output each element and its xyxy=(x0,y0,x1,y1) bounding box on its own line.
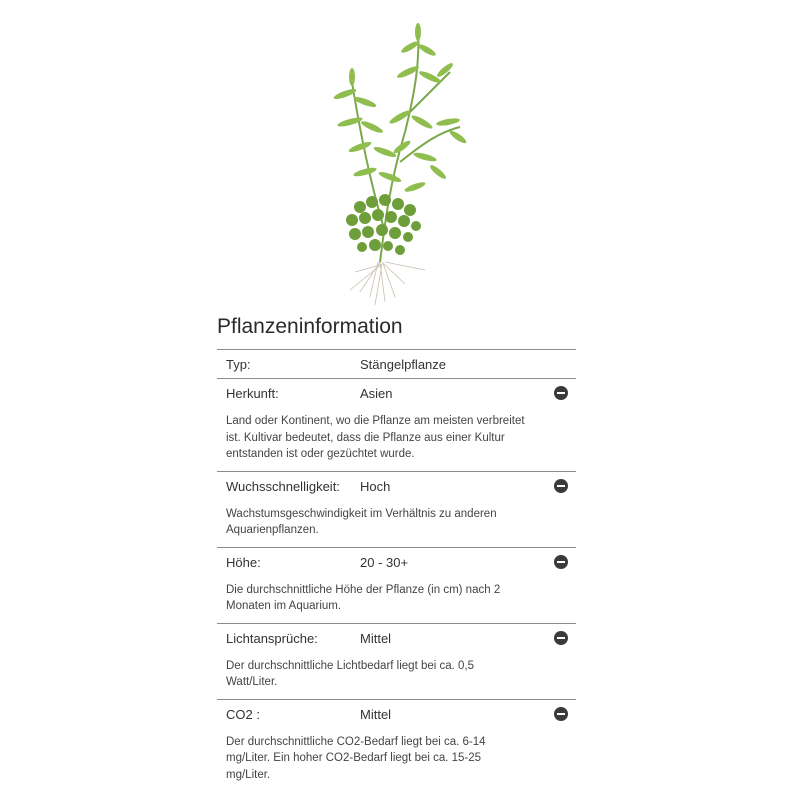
plant-info-panel xyxy=(217,314,576,791)
row-header[interactable] xyxy=(217,700,576,728)
row-header[interactable] xyxy=(217,548,576,576)
row-label: Höhe: xyxy=(226,554,261,570)
row-value: Stängelpflanze xyxy=(360,357,447,372)
row-value: Mittel xyxy=(360,630,392,646)
row-description: Die durchschnittliche Höhe der Pflanze (in cm) nach 2 Monaten im Aquarium. xyxy=(226,583,501,612)
row-label: Lichtansprüche: xyxy=(226,630,318,646)
row-label: Wuchsschnelligkeit: xyxy=(226,478,340,494)
row-value: 20 - 30+ xyxy=(360,554,409,570)
row-value: Asien xyxy=(360,386,393,401)
panel-title: Pflanzeninformation xyxy=(217,315,403,338)
row-label: CO2 : xyxy=(226,706,260,722)
row-value: Mittel xyxy=(360,706,392,722)
collapse-icon[interactable] xyxy=(554,631,568,645)
row-header[interactable] xyxy=(217,624,576,652)
row-header[interactable] xyxy=(217,472,576,500)
plant-image xyxy=(330,22,470,307)
info-row-wuchsschnelligkeit xyxy=(217,471,576,547)
row-description: Der durchschnittliche CO2-Bedarf liegt bei ca. 6-14 mg/Liter. Ein hoher CO2-Bedarf liegt bei ca. 15-25 mg/Liter. xyxy=(226,735,486,781)
info-row-co2 xyxy=(217,699,576,792)
collapse-icon[interactable] xyxy=(554,479,568,493)
collapse-icon[interactable] xyxy=(554,386,568,400)
collapse-icon[interactable] xyxy=(554,707,568,721)
info-row-hoehe xyxy=(217,547,576,623)
row-value: Hoch xyxy=(360,478,391,494)
row-description: Land oder Kontinent, wo die Pflanze am meisten verbreitet ist. Kultivar bedeutet, dass die Pflanze aus einer Kultur entstanden ist oder gezüchtet wurde. xyxy=(226,415,525,460)
collapse-icon[interactable] xyxy=(554,555,568,569)
row-label: Typ: xyxy=(226,357,251,372)
row-label: Herkunft: xyxy=(226,386,279,401)
row-header xyxy=(217,350,576,378)
info-row-typ xyxy=(217,349,576,378)
info-row-lichtansprueche xyxy=(217,623,576,699)
info-row-herkunft xyxy=(217,378,576,471)
row-header[interactable] xyxy=(217,379,576,407)
row-description: Der durchschnittliche Lichtbedarf liegt bei ca. 0,5 Watt/Liter. xyxy=(226,659,475,688)
row-description: Wachstumsgeschwindigkeit im Verhältnis zu anderen Aquarienpflanzen. xyxy=(226,507,497,536)
